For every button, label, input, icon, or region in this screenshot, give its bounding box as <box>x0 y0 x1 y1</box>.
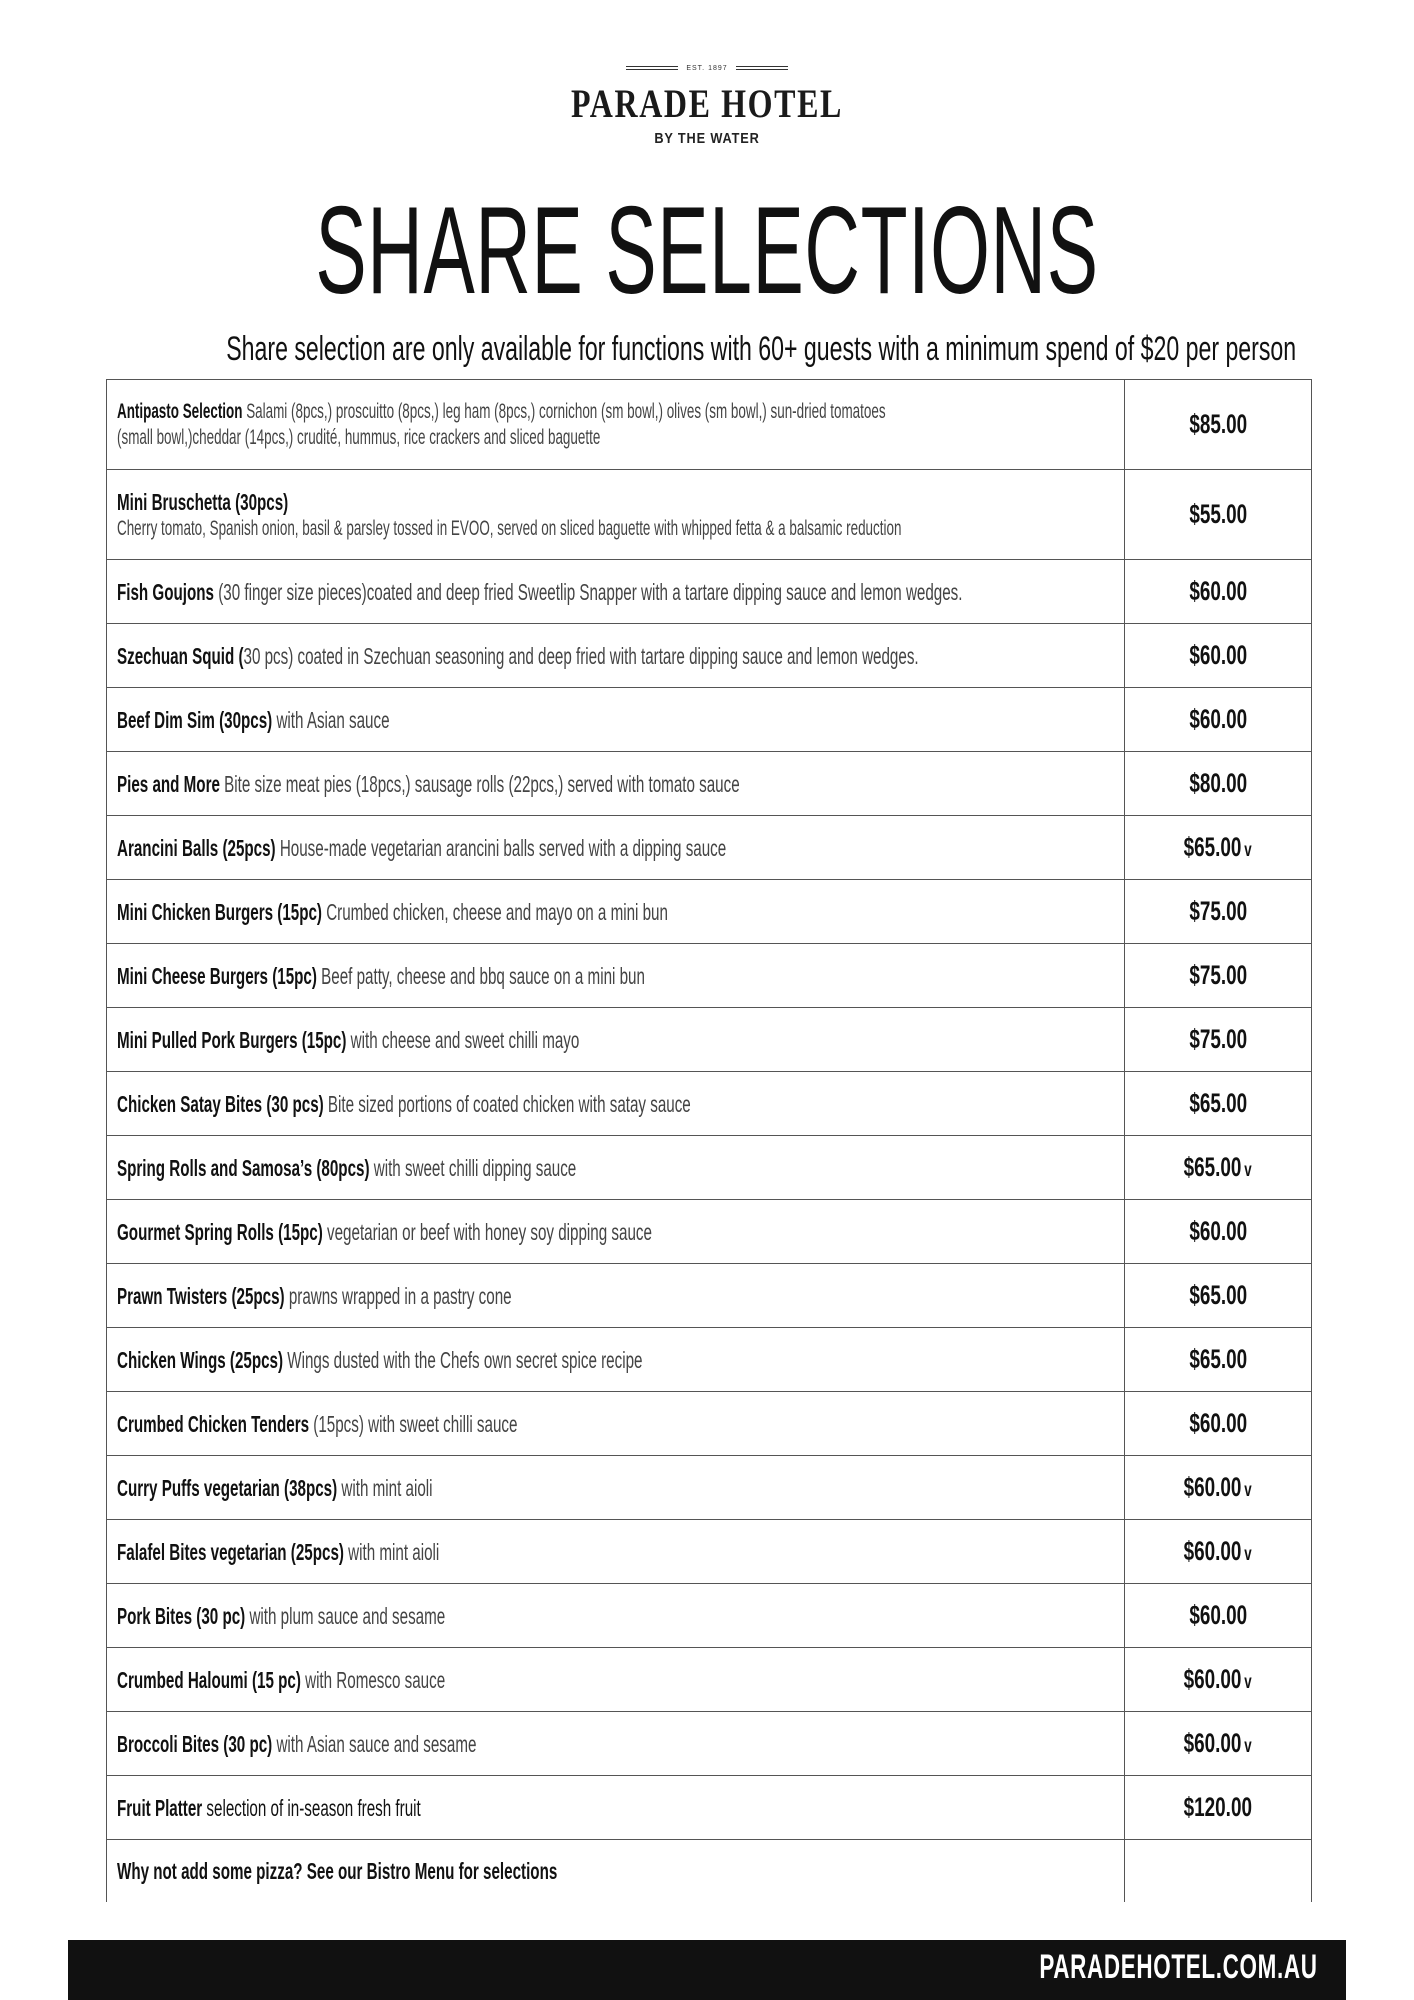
item-name: Mini Cheese Burgers (15pc) <box>117 962 317 989</box>
item-description-cell <box>107 380 1125 469</box>
vegetarian-marker: v <box>1244 840 1253 861</box>
item-line <box>117 770 1111 798</box>
item-description: (15pcs) with sweet chilli sauce <box>313 1410 518 1437</box>
item-name: Szechuan Squid ( <box>117 642 244 669</box>
item-line <box>117 642 1111 670</box>
item-description: with mint aioli <box>341 1474 433 1501</box>
item-description: Salami (8pcs,) proscuitto (8pcs,) leg ham (8pcs,) cornichon (sm bowl,) olives (sm bowl,) sun-dried tomatoes <box>246 399 886 423</box>
menu-row <box>107 1776 1311 1840</box>
item-description-cell <box>107 1648 1125 1711</box>
item-description: with sweet chilli dipping sauce <box>373 1154 577 1181</box>
item-price: $60.00 <box>1189 1600 1247 1630</box>
item-description: Bite sized portions of coated chicken with satay sauce <box>327 1090 691 1117</box>
item-description-cell <box>107 688 1125 751</box>
item-line <box>117 1730 1111 1758</box>
menu-row <box>107 1008 1311 1072</box>
item-description-cell <box>107 752 1125 815</box>
item-name: Mini Chicken Burgers (15pc) <box>117 898 322 925</box>
item-name: Beef Dim Sim (30pcs) <box>117 706 273 733</box>
vegetarian-marker: v <box>1244 1480 1253 1501</box>
page-subtitle: Share selection are only available for functions with 60+ guests with a minimum spend of $20 per person <box>226 330 1297 368</box>
menu-row <box>107 1072 1311 1136</box>
item-price-cell <box>1125 1648 1311 1711</box>
item-price-cell <box>1125 1392 1311 1455</box>
item-price-cell <box>1125 1520 1311 1583</box>
item-description-cell <box>107 1072 1125 1135</box>
item-name: Mini Bruschetta (30pcs) <box>117 488 289 515</box>
item-line <box>117 1154 1111 1182</box>
item-price-cell <box>1125 1712 1311 1775</box>
item-price-cell <box>1125 1584 1311 1647</box>
item-description: with mint aioli <box>348 1538 440 1565</box>
menu-row <box>107 1264 1311 1328</box>
menu-row <box>107 470 1311 560</box>
item-price-cell <box>1125 1072 1311 1135</box>
item-description-cell <box>107 560 1125 623</box>
item-price-cell <box>1125 1328 1311 1391</box>
menu-row <box>107 752 1311 816</box>
item-description: (small bowl,)cheddar (14pcs,) crudité, hummus, rice crackers and sliced baguette <box>117 425 601 449</box>
item-price: $75.00 <box>1189 896 1247 926</box>
item-price: $75.00 <box>1189 1024 1247 1054</box>
item-name: Pork Bites (30 pc) <box>117 1602 246 1629</box>
item-price-cell <box>1125 944 1311 1007</box>
menu-row <box>107 1584 1311 1648</box>
hotel-logo <box>0 62 1414 147</box>
item-price-cell <box>1125 1136 1311 1199</box>
item-line <box>117 1090 1111 1118</box>
pizza-note: Why not add some pizza? See our Bistro Menu for selections <box>117 1858 558 1884</box>
item-description-cell <box>107 816 1125 879</box>
item-price-cell <box>1125 1008 1311 1071</box>
item-name: Antipasto Selection <box>117 399 243 423</box>
hotel-tagline: BY THE WATER <box>654 130 760 147</box>
item-price: $80.00 <box>1189 768 1247 798</box>
vegetarian-marker: v <box>1244 1544 1253 1565</box>
menu-row <box>107 816 1311 880</box>
item-line <box>117 1282 1111 1310</box>
item-name: Chicken Satay Bites (30 pcs) <box>117 1090 324 1117</box>
item-line <box>117 488 1111 516</box>
item-description-cell <box>107 1008 1125 1071</box>
menu-row <box>107 1136 1311 1200</box>
item-line <box>117 706 1111 734</box>
footer-bar <box>68 1940 1346 2000</box>
item-description-cell <box>107 1840 1125 1902</box>
logo-rule-left <box>626 66 678 70</box>
menu-row <box>107 560 1311 624</box>
item-name: Curry Puffs vegetarian (38pcs) <box>117 1474 338 1501</box>
item-price-cell <box>1125 1200 1311 1263</box>
item-line <box>117 516 1112 542</box>
item-description-cell <box>107 1456 1125 1519</box>
item-name: Spring Rolls and Samosa’s (80pcs) <box>117 1154 370 1181</box>
item-line <box>117 1857 1111 1885</box>
item-description-cell <box>107 944 1125 1007</box>
item-line <box>117 898 1111 926</box>
menu-row <box>107 1200 1311 1264</box>
item-price-cell <box>1125 816 1311 879</box>
menu-row <box>107 688 1311 752</box>
item-price-cell <box>1125 1456 1311 1519</box>
item-line <box>117 1666 1111 1694</box>
item-name: Prawn Twisters (25pcs) <box>117 1282 285 1309</box>
item-price: $65.00 <box>1189 1344 1247 1374</box>
item-description: with Asian sauce <box>276 706 390 733</box>
item-description: Bite size meat pies (18pcs,) sausage rolls (22pcs,) served with tomato sauce <box>224 770 740 797</box>
item-description: with Romesco sauce <box>305 1666 446 1693</box>
item-line <box>117 1026 1111 1054</box>
menu-row <box>107 1648 1311 1712</box>
item-line <box>117 1410 1111 1438</box>
menu-row <box>107 1392 1311 1456</box>
menu-row <box>107 1328 1311 1392</box>
item-line <box>117 1602 1111 1630</box>
item-description-cell <box>107 1584 1125 1647</box>
item-line <box>117 1346 1111 1374</box>
item-price: $120.00 <box>1183 1792 1253 1822</box>
item-price-cell <box>1125 880 1311 943</box>
item-description: Crumbed chicken, cheese and mayo on a mini bun <box>326 898 668 925</box>
item-description: House-made vegetarian arancini balls served with a dipping sauce <box>279 834 727 861</box>
item-name: Crumbed Haloumi (15 pc) <box>117 1666 301 1693</box>
vegetarian-marker: v <box>1244 1672 1253 1693</box>
item-name: Chicken Wings (25pcs) <box>117 1346 284 1373</box>
item-description: Cherry tomato, Spanish onion, basil & parsley tossed in EVOO, served on sliced baguette with whipped fetta & a balsamic reduction <box>117 516 902 540</box>
item-name: Fish Goujons <box>117 578 214 605</box>
item-name: Broccoli Bites (30 pc) <box>117 1730 273 1757</box>
item-description-cell <box>107 1520 1125 1583</box>
item-line <box>117 1474 1111 1502</box>
item-price: $60.00 <box>1183 1472 1242 1502</box>
item-price: $60.00 <box>1183 1728 1242 1758</box>
menu-row <box>107 1520 1311 1584</box>
item-price: $85.00 <box>1189 409 1247 439</box>
item-price-cell <box>1125 1776 1311 1839</box>
item-description: prawns wrapped in a pastry cone <box>288 1282 512 1309</box>
item-price-cell <box>1125 624 1311 687</box>
website-link[interactable]: PARADEHOTEL.COM.AU <box>1039 1948 1318 1986</box>
item-line <box>117 834 1111 862</box>
item-price-cell <box>1125 1264 1311 1327</box>
menu-row <box>107 624 1311 688</box>
item-line <box>117 1794 1111 1822</box>
item-line <box>117 578 1111 606</box>
item-price: $55.00 <box>1189 499 1247 529</box>
item-description: with plum sauce and sesame <box>249 1602 446 1629</box>
item-description-cell <box>107 1712 1125 1775</box>
item-line <box>117 1218 1111 1246</box>
item-price: $65.00 <box>1189 1088 1247 1118</box>
item-description: vegetarian or beef with honey soy dipping sauce <box>327 1218 652 1245</box>
item-price: $75.00 <box>1189 960 1247 990</box>
item-line <box>117 962 1111 990</box>
item-description: with Asian sauce and sesame <box>276 1730 477 1757</box>
item-price: $60.00 <box>1189 1408 1247 1438</box>
item-price: $65.00 <box>1183 1152 1242 1182</box>
item-price: $65.00 <box>1183 832 1242 862</box>
menu-row <box>107 1712 1311 1776</box>
item-description-cell <box>107 1136 1125 1199</box>
item-description: Wings dusted with the Chefs own secret spice recipe <box>287 1346 643 1373</box>
menu-row <box>107 880 1311 944</box>
item-price: $60.00 <box>1189 576 1247 606</box>
item-name: Pies and More <box>117 770 220 797</box>
vegetarian-marker: v <box>1244 1160 1253 1181</box>
item-price: $60.00 <box>1189 1216 1247 1246</box>
logo-rule-right <box>736 66 788 70</box>
item-price-cell <box>1125 1840 1311 1902</box>
menu-row <box>107 380 1311 470</box>
item-name: Gourmet Spring Rolls (15pc) <box>117 1218 323 1245</box>
est-label: EST. 1897 <box>686 64 728 72</box>
item-price: $60.00 <box>1189 704 1247 734</box>
menu-row <box>107 1456 1311 1520</box>
item-name: Mini Pulled Pork Burgers (15pc) <box>117 1026 347 1053</box>
item-price-cell <box>1125 380 1311 469</box>
item-line <box>117 1538 1111 1566</box>
hotel-name: PARADE HOTEL <box>571 81 843 126</box>
item-name: Crumbed Chicken Tenders <box>117 1410 310 1437</box>
menu-table <box>106 379 1312 1902</box>
item-description-cell <box>107 1392 1125 1455</box>
vegetarian-marker: v <box>1244 1736 1253 1757</box>
item-description-cell <box>107 880 1125 943</box>
item-name: Fruit Platter <box>117 1794 203 1821</box>
page-title: SHARE SELECTIONS <box>315 182 1099 320</box>
item-description-cell <box>107 1200 1125 1263</box>
item-description: 30 pcs) coated in Szechuan seasoning and deep fried with tartare dipping sauce and lemon wedges. <box>243 642 919 669</box>
item-price-cell <box>1125 688 1311 751</box>
item-name: Falafel Bites vegetarian (25pcs) <box>117 1538 344 1565</box>
item-description: Beef patty, cheese and bbq sauce on a mini bun <box>321 962 645 989</box>
item-price: $65.00 <box>1189 1280 1247 1310</box>
menu-row <box>107 1840 1311 1902</box>
item-description: selection of in-season fresh fruit <box>206 1794 421 1821</box>
item-line <box>117 399 1112 425</box>
item-description-cell <box>107 624 1125 687</box>
item-price-cell <box>1125 560 1311 623</box>
item-description-cell <box>107 470 1125 559</box>
item-description-cell <box>107 1328 1125 1391</box>
item-line <box>117 425 1112 451</box>
item-description-cell <box>107 1264 1125 1327</box>
item-description: (30 finger size pieces)coated and deep fried Sweetlip Snapper with a tartare dipping sauce and lemon wedges. <box>218 578 963 605</box>
item-price-cell <box>1125 470 1311 559</box>
menu-row <box>107 944 1311 1008</box>
item-price: $60.00 <box>1183 1536 1242 1566</box>
item-name: Arancini Balls (25pcs) <box>117 834 276 861</box>
item-description-cell <box>107 1776 1125 1839</box>
item-price: $60.00 <box>1183 1664 1242 1694</box>
est-row <box>0 62 1414 74</box>
item-price-cell <box>1125 752 1311 815</box>
item-price: $60.00 <box>1189 640 1247 670</box>
item-description: with cheese and sweet chilli mayo <box>350 1026 580 1053</box>
